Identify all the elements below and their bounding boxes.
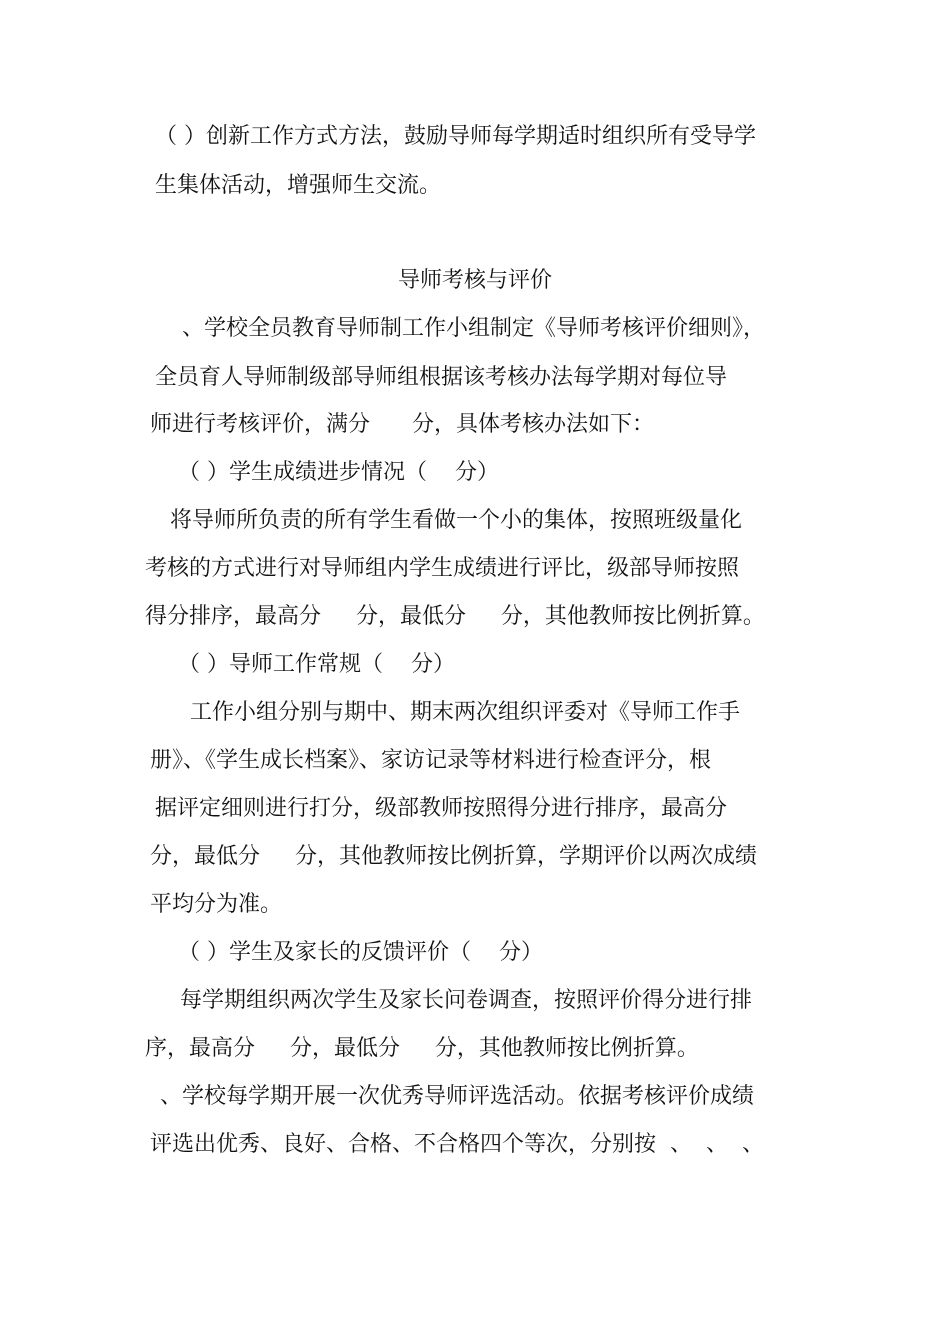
sub-1-line-1: 将导师所负责的所有学生看做一个小的集体，按照班级量化 [170,508,743,533]
sub-1-line-3: 得分排序，最高分 分，最低分 分，其他教师按比例折算。 [145,604,765,629]
item-1-line-2: 全员育人导师制级部导师组根据该考核办法每学期对每位导 [155,365,728,390]
sub-2-line-1: 工作小组分别与期中、期末两次组织评委对《导师工作手 [190,700,741,725]
sub-1-heading: （ ）学生成绩进步情况（ 分） [178,460,499,485]
paragraph-1-line-1: （ ）创新工作方式方法，鼓励导师每学期适时组织所有受导学 [155,124,756,149]
sub-2-line-5: 平均分为准。 [150,892,283,917]
section-title: 导师考核与评价 [397,268,552,293]
sub-1-line-2: 考核的方式进行对导师组内学生成绩进行评比，级部导师按照 [145,556,740,581]
item-1-line-3: 师进行考核评价，满分 分，具体考核办法如下： [150,412,654,437]
paragraph-1-line-2: 生集体活动，增强师生交流。 [155,173,442,198]
sub-3-line-2: 序，最高分 分，最低分 分，其他教师按比例折算。 [145,1036,699,1061]
sub-2-line-4: 分，最低分 分，其他教师按比例折算，学期评价以两次成绩 [150,844,757,869]
sub-2-heading: （ ）导师工作常规（ 分） [178,652,455,677]
sub-2-line-2: 册》、《学生成长档案》、家访记录等材料进行检查评分，根 [150,748,712,773]
sub-3-heading: （ ）学生及家长的反馈评价（ 分） [178,940,543,965]
item-2-line-2: 评选出优秀、良好、合格、不合格四个等次，分别按 、 、 、 [150,1132,764,1157]
sub-2-line-3: 据评定细则进行打分，级部教师按照得分进行排序，最高分 [155,796,728,821]
item-1-line-1: 、学校全员教育导师制工作小组制定《导师考核评价细则》， [182,316,766,341]
sub-3-line-1: 每学期组织两次学生及家长问卷调查，按照评价得分进行排 [180,988,753,1013]
item-2-line-1: 、学校每学期开展一次优秀导师评选活动。依据考核评价成绩 [160,1084,755,1109]
